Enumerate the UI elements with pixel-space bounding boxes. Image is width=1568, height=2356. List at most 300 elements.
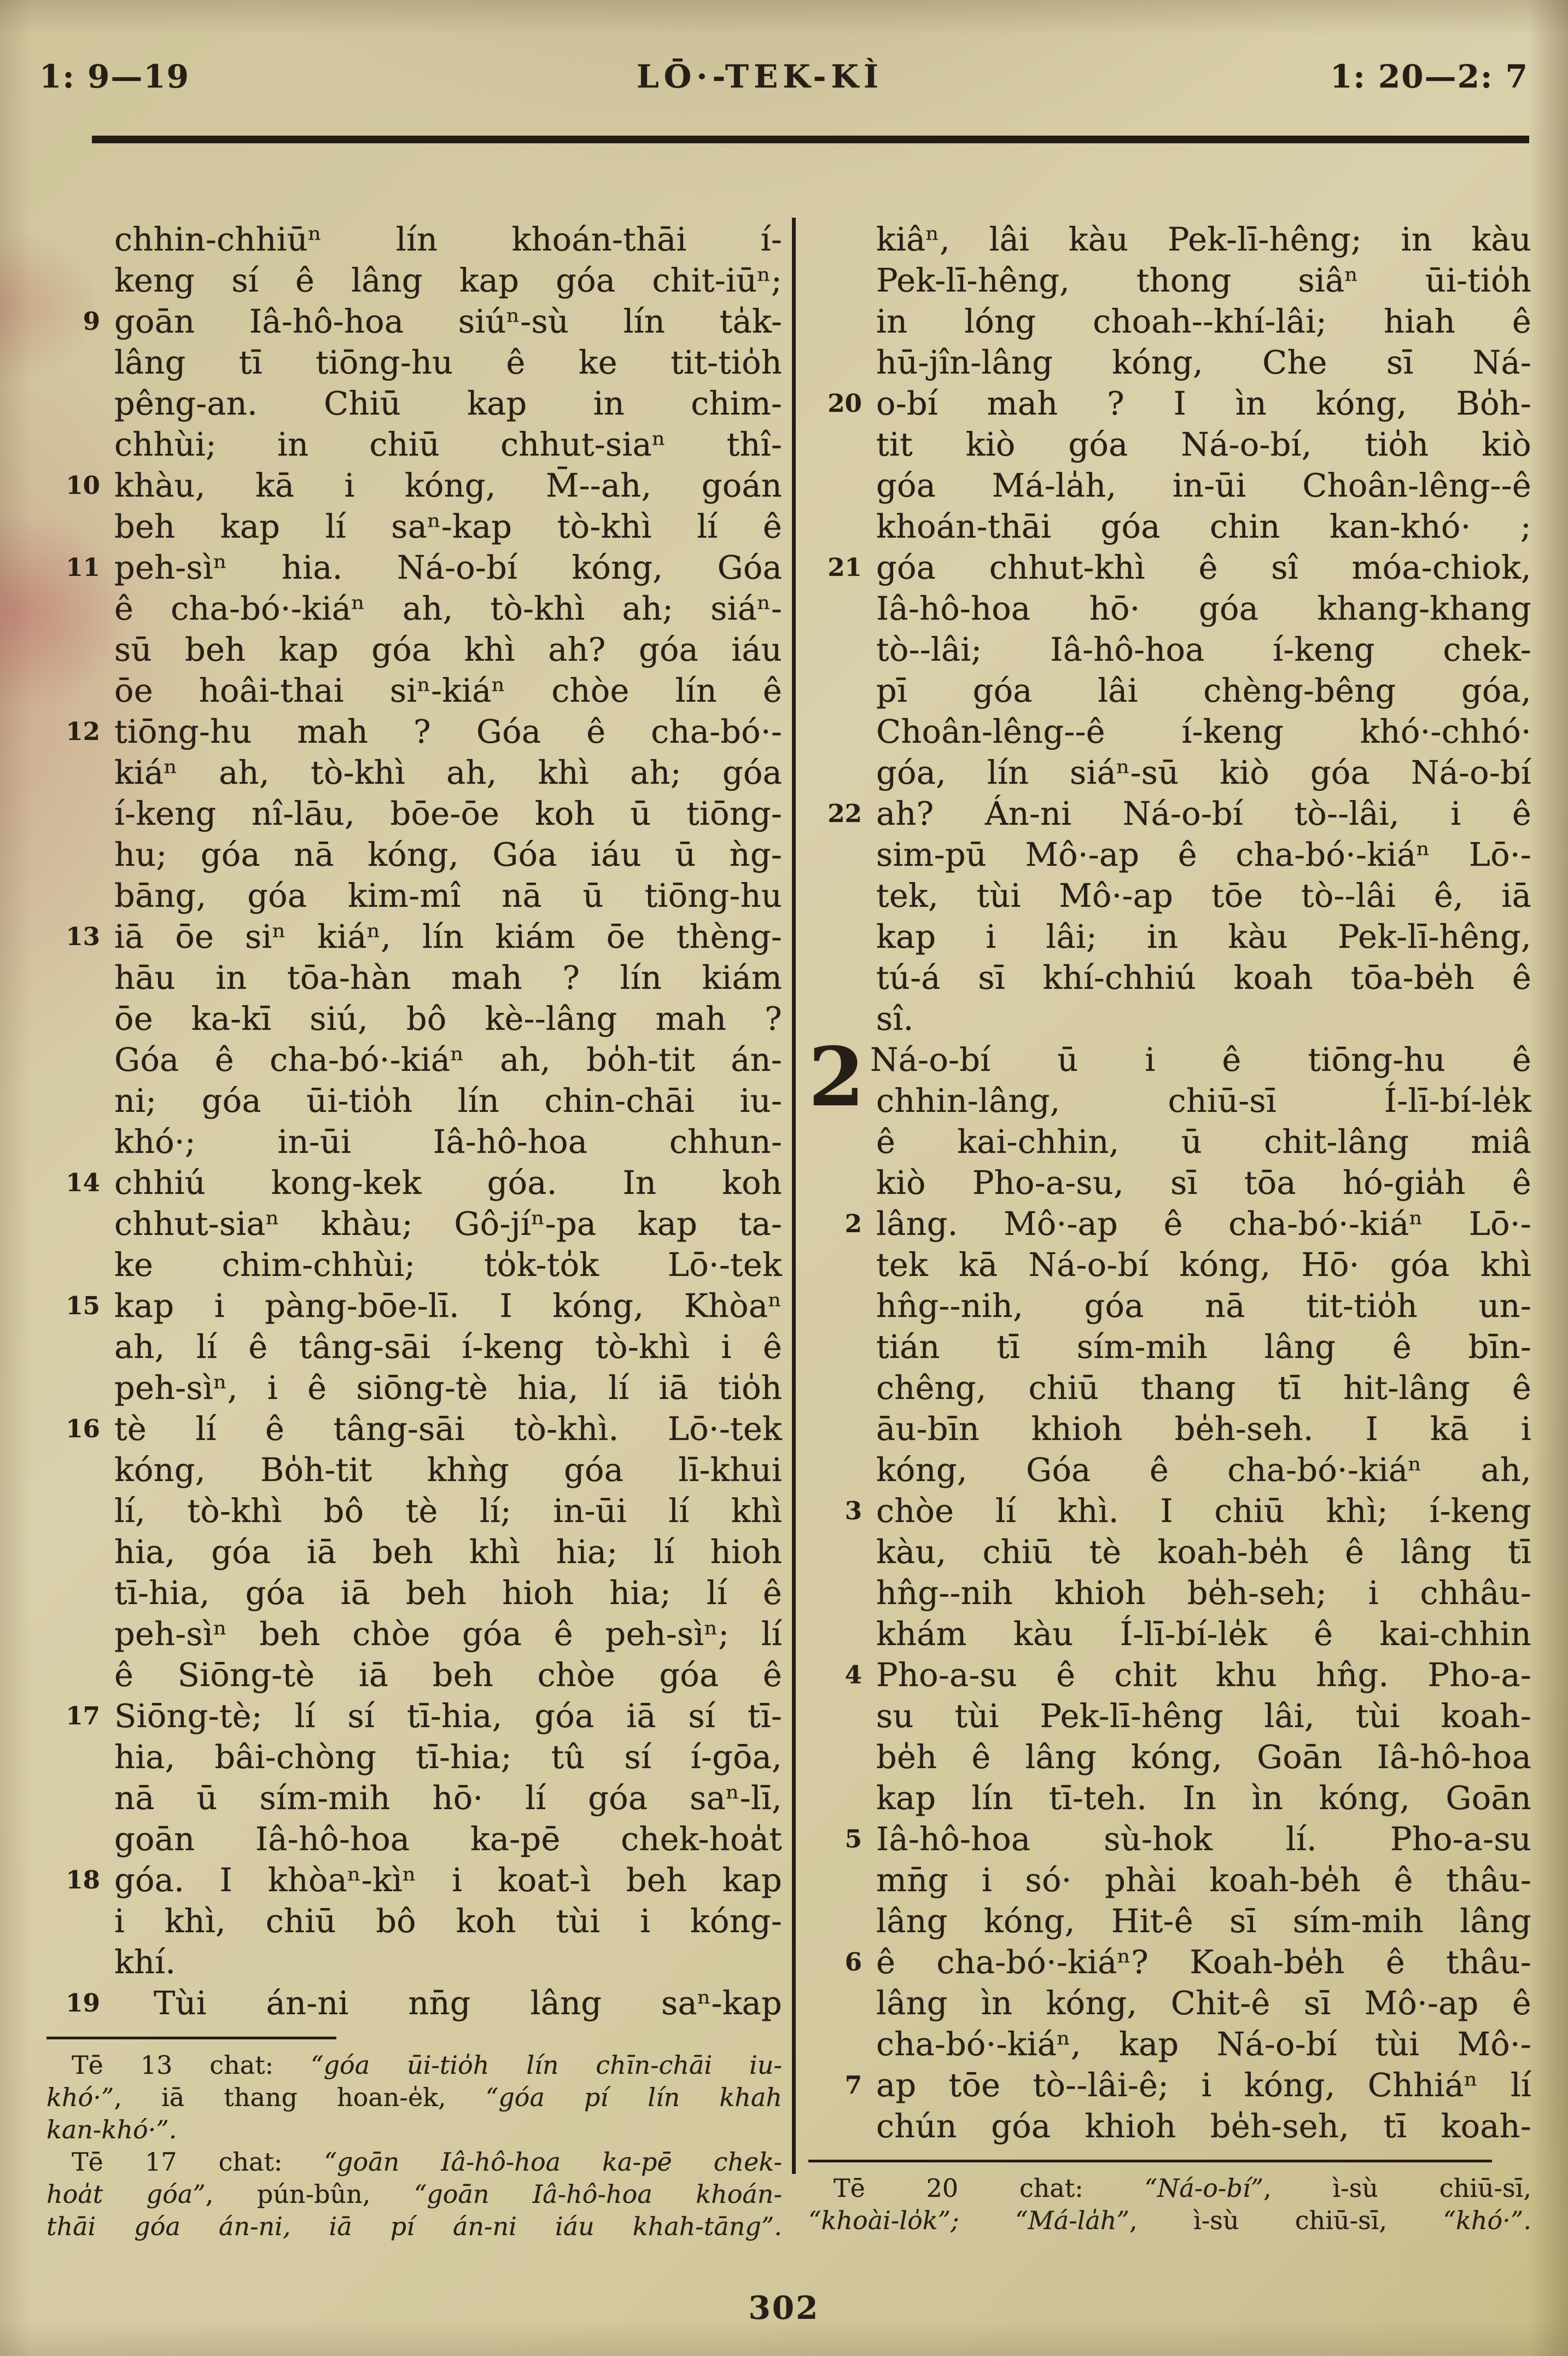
footnote-quoted-phrase: “goān Iâ-hô-hoa ka-pē chek-	[324, 2147, 782, 2177]
line-text: Pek-lī-hêng, thong siâⁿ ūi-tio̍h	[876, 261, 1531, 299]
line-text: ni; góa ūi-tio̍h lín chin-chāi iu-	[114, 1082, 782, 1119]
line-text: kiò Pho-a-su, sī tōa hó-gia̍h ê	[876, 1164, 1531, 1202]
text-line	[808, 1613, 1531, 1654]
text-line	[46, 1900, 782, 1941]
text-line	[808, 1285, 1531, 1326]
verse-number	[808, 2106, 876, 2147]
verse-number	[46, 1490, 114, 1531]
text-line	[46, 301, 782, 342]
line-text: ê Siōng-tè iā beh chòe góa ê	[114, 1656, 782, 1694]
line-text: keng sí ê lâng kap góa chit-iūⁿ;	[114, 261, 782, 299]
line-text: ōe hoâi-thai siⁿ-kiáⁿ chòe lín ê	[114, 672, 782, 709]
text-line	[808, 588, 1531, 629]
text-line	[808, 1162, 1531, 1203]
footnote-text: Tē 17 chat:	[72, 2147, 324, 2177]
footnote-line	[46, 2146, 782, 2178]
verse-number	[46, 588, 114, 629]
verse-number	[46, 506, 114, 547]
text-line	[808, 1326, 1531, 1367]
line-text: su tùi Pek-lī-hêng lâi, tùi koah-	[876, 1697, 1531, 1735]
verse-number	[46, 793, 114, 834]
line-text: lâng tī tiōng-hu ê ke tit-tio̍h	[114, 343, 782, 381]
footnote-line	[46, 2178, 782, 2211]
text-line	[46, 711, 782, 752]
line-text: ê cha-bó·-kiáⁿ? Koah-be̍h ê thâu-	[876, 1943, 1531, 1981]
right-column-lines	[808, 219, 1531, 2147]
verse-number	[46, 1613, 114, 1654]
text-line	[46, 875, 782, 916]
line-text: góa chhut-khì ê sî móa-chiok,	[876, 549, 1531, 586]
text-line	[46, 1818, 782, 1859]
verse-number	[808, 2023, 876, 2065]
verse-number	[808, 752, 876, 793]
line-text: tit kiò góa Ná-o-bí, tio̍h kiò	[876, 425, 1531, 463]
verse-number	[46, 834, 114, 875]
text-line	[46, 1941, 782, 1982]
verse-number	[46, 1121, 114, 1162]
text-line	[808, 752, 1531, 793]
text-line	[808, 301, 1531, 342]
line-text: peh-sìⁿ hia. Ná-o-bí kóng, Góa	[114, 549, 782, 586]
line-text: chêng, chiū thang tī hit-lâng ê	[876, 1369, 1531, 1407]
footnote-quoted-phrase: thāi góa án-ni, iā pí án-ni iáu khah-tāng”.	[46, 2212, 782, 2241]
text-line	[808, 711, 1531, 752]
verse-number	[46, 957, 114, 998]
line-text: goān Iâ-hô-hoa siúⁿ-sù lín ta̍k-	[114, 302, 782, 340]
footnote-separator	[46, 2037, 336, 2039]
verse-number	[46, 1736, 114, 1777]
line-text: khám kàu Í-lī-bí-le̍k ê kai-chhin	[876, 1615, 1531, 1653]
text-line	[46, 219, 782, 260]
text-line	[808, 465, 1531, 506]
text-line	[46, 1572, 782, 1613]
line-text: bāng, góa kim-mî nā ū tiōng-hu	[114, 877, 782, 914]
text-line	[808, 1367, 1531, 1408]
line-text: tè lí ê tâng-sāi tò-khì. Lō·-tek	[114, 1410, 782, 1448]
line-text: kàu, chiū tè koah-be̍h ê lâng tī	[876, 1533, 1531, 1571]
text-line	[808, 2023, 1531, 2065]
verse-number	[808, 916, 876, 957]
text-line	[46, 260, 782, 301]
verse-number	[808, 260, 876, 301]
verse-number	[46, 1531, 114, 1572]
line-text: hn̂g--nih, góa nā tit-tio̍h un-	[876, 1287, 1531, 1325]
text-line	[46, 670, 782, 711]
line-text: kóng, Bo̍h-tit khǹg góa lī-khui	[114, 1451, 782, 1489]
page-number: 302	[748, 2289, 820, 2326]
right-footnote-lines	[808, 2172, 1531, 2237]
text-line	[46, 1695, 782, 1736]
line-text: kiâⁿ, lâi kàu Pek-lī-hêng; in kàu	[876, 220, 1531, 258]
verse-number	[808, 1859, 876, 1900]
line-text: tī-hia, góa iā beh hioh hia; lí ê	[114, 1574, 782, 1612]
text-line	[808, 219, 1531, 260]
line-text: Tùi án-ni nn̄g lâng saⁿ-kap	[154, 1984, 782, 2022]
text-line	[46, 1285, 782, 1326]
text-line	[46, 1654, 782, 1695]
text-line	[808, 2106, 1531, 2147]
text-line	[46, 465, 782, 506]
verse-number	[46, 1449, 114, 1490]
line-text: lí, tò-khì bô tè lí; in-ūi lí khì	[114, 1492, 782, 1530]
verse-number	[808, 1162, 876, 1203]
footnote-text: Tē 20 chat:	[833, 2173, 1145, 2203]
line-text: góa, lín siáⁿ-sū kiò góa Ná-o-bí	[876, 754, 1531, 791]
verse-number	[808, 1695, 876, 1736]
text-line	[808, 383, 1531, 424]
text-line	[46, 1408, 782, 1449]
line-text: peh-sìⁿ beh chòe góa ê peh-sìⁿ; lí	[114, 1615, 782, 1653]
verse-number: 3	[844, 1496, 862, 1525]
text-line	[808, 342, 1531, 383]
verse-number	[46, 1080, 114, 1121]
verse-number	[808, 711, 876, 752]
footnote-line	[46, 2114, 782, 2146]
line-text: góa. I khòaⁿ-kìⁿ i koat-ì beh kap	[114, 1861, 782, 1899]
verse-number	[808, 1572, 876, 1613]
text-line	[808, 424, 1531, 465]
text-line	[46, 1982, 782, 2023]
verse-number	[46, 875, 114, 916]
text-line	[46, 1367, 782, 1408]
line-text: chhùi; in chiū chhut-siaⁿ thî-	[114, 425, 782, 463]
text-line	[46, 629, 782, 670]
text-line	[46, 547, 782, 588]
verse-number	[46, 1039, 114, 1080]
footnote-line	[46, 2211, 782, 2243]
footnote-line	[808, 2205, 1531, 2237]
verse-number: 6	[844, 1947, 862, 1976]
text-line	[808, 1408, 1531, 1449]
footnote-text: , pún-bûn,	[205, 2179, 414, 2209]
line-text: tián tī sím-mih lâng ê bīn-	[876, 1328, 1531, 1366]
line-text: kap i pàng-bōe-lī. I kóng, Khòaⁿ	[114, 1287, 782, 1325]
verse-number: 7	[844, 2071, 862, 2100]
text-line	[808, 1121, 1531, 1162]
footnote-text: Tē 13 chat:	[72, 2050, 311, 2080]
line-text: peh-sìⁿ, i ê siōng-tè hia, lí iā tio̍h	[114, 1369, 782, 1407]
verse-number	[46, 1818, 114, 1859]
text-line	[46, 1859, 782, 1900]
line-text: lâng ìn kóng, Chit-ê sī Mô·-ap ê	[876, 1984, 1531, 2022]
footnote-quoted-phrase: khó·”	[46, 2083, 114, 2112]
verse-number	[46, 998, 114, 1039]
verse-number: 14	[66, 1168, 100, 1197]
header-rule	[92, 136, 1529, 143]
text-line	[808, 1244, 1531, 1285]
verse-number	[46, 260, 114, 301]
verse-number	[808, 834, 876, 875]
text-line	[46, 1777, 782, 1818]
line-text: iā ōe siⁿ kiáⁿ, lín kiám ōe thèng-	[114, 918, 782, 955]
verse-number	[46, 752, 114, 793]
text-line	[808, 1531, 1531, 1572]
footnote-quoted-phrase: “khó·”.	[1443, 2206, 1532, 2235]
verse-number	[46, 424, 114, 465]
line-text: sū beh kap góa khì ah? góa iáu	[114, 631, 782, 668]
line-text: hu; góa nā kóng, Góa iáu ū ǹg-	[114, 836, 782, 873]
header-title: LŌ·-TEK-KÌ	[636, 58, 884, 95]
text-line	[808, 1818, 1531, 1859]
verse-number	[808, 1531, 876, 1572]
line-text: kóng, Góa ê cha-bó·-kiáⁿ ah,	[876, 1451, 1531, 1489]
line-text: Góa ê cha-bó·-kiáⁿ ah, bo̍h-tit án-	[114, 1041, 782, 1078]
verse-number: 15	[66, 1291, 100, 1320]
line-text: lâng kóng, Hit-ê sī sím-mih lâng	[876, 1902, 1531, 1940]
text-line	[46, 1080, 782, 1121]
verse-number	[808, 1285, 876, 1326]
verse-number	[808, 1982, 876, 2023]
verse-number: 12	[66, 717, 100, 746]
verse-number: 21	[827, 553, 862, 582]
text-line	[46, 424, 782, 465]
text-line	[46, 834, 782, 875]
line-text: tò--lâi; Iâ-hô-hoa í-keng chek-	[876, 631, 1531, 668]
footnote-text: , ì-sù chiū-sī,	[1129, 2206, 1443, 2235]
text-line	[808, 834, 1531, 875]
line-text: tú-á sī khí-chhiú koah tōa-be̍h ê	[876, 959, 1531, 996]
line-text: o-bí mah ? I ìn kóng, Bo̍h-	[876, 384, 1531, 422]
verse-number	[808, 1367, 876, 1408]
verse-number: 20	[827, 389, 862, 418]
verse-number	[46, 1326, 114, 1367]
text-line	[808, 2065, 1531, 2106]
line-text: in lóng choah--khí-lâi; hiah ê	[876, 302, 1531, 340]
footnote-quoted-phrase: “goān Iâ-hô-hoa khoán-	[413, 2179, 782, 2209]
verse-number: 5	[844, 1824, 862, 1853]
text-line	[46, 506, 782, 547]
text-line	[46, 383, 782, 424]
line-text: beh kap lí saⁿ-kap tò-khì lí ê	[114, 508, 782, 545]
text-line	[46, 1203, 782, 1244]
text-line	[808, 1900, 1531, 1941]
line-text: lâng. Mô·-ap ê cha-bó·-kiáⁿ Lō·-	[876, 1205, 1531, 1243]
line-text: i khì, chiū bô koh tùi i kóng-	[114, 1902, 782, 1940]
verse-number	[46, 1572, 114, 1613]
verse-number: 17	[66, 1701, 100, 1730]
line-text: khoán-thāi góa chin kan-khó· ;	[876, 508, 1531, 545]
text-line	[46, 1039, 782, 1080]
verse-number	[808, 1121, 876, 1162]
verse-number	[46, 1244, 114, 1285]
verse-number: 22	[827, 799, 862, 828]
line-text: ah, lí ê tâng-sāi í-keng tò-khì i ê	[114, 1328, 782, 1366]
text-line	[46, 793, 782, 834]
line-text: chún góa khioh be̍h-seh, tī koah-	[876, 2107, 1531, 2145]
line-text: sî.	[876, 1000, 914, 1037]
line-text: goān Iâ-hô-hoa ka-pē chek-hoa̍t	[114, 1820, 782, 1858]
line-text: khí.	[114, 1943, 176, 1981]
verse-number	[46, 1654, 114, 1695]
text-line	[46, 1531, 782, 1572]
text-line	[808, 629, 1531, 670]
text-line	[808, 1859, 1531, 1900]
footnote-quoted-phrase: “khoài-lo̍k”; “Má-la̍h”	[808, 2206, 1129, 2235]
line-text: khàu, kā i kóng, M̄--ah, goán	[114, 466, 782, 504]
verse-number: 10	[66, 471, 100, 500]
line-text: tek kā Ná-o-bí kóng, Hō· góa khì	[876, 1246, 1531, 1284]
verse-number	[46, 1777, 114, 1818]
verse-number	[808, 1244, 876, 1285]
text-line	[808, 957, 1531, 998]
line-text: kap i lâi; in kàu Pek-lī-hêng,	[876, 918, 1531, 955]
footnote-quoted-phrase: kan-khó·”.	[46, 2115, 177, 2144]
left-column	[46, 219, 782, 2243]
right-column	[808, 219, 1531, 2237]
verse-number	[808, 219, 876, 260]
line-text: be̍h ê lâng kóng, Goān Iâ-hô-hoa	[876, 1738, 1531, 1776]
line-text: góa Má-la̍h, in-ūi Choân-lêng--ê	[876, 466, 1531, 504]
line-text: cha-bó·-kiáⁿ, kap Ná-o-bí tùi Mô·-	[876, 2025, 1531, 2063]
line-text: Choân-lêng--ê í-keng khó·-chhó·	[876, 713, 1531, 750]
verse-number: 2	[844, 1209, 862, 1238]
line-text: tek, tùi Mô·-ap tōe tò--lâi ê, iā	[876, 877, 1531, 914]
verse-number	[808, 1613, 876, 1654]
verse-number	[808, 629, 876, 670]
text-line	[808, 1941, 1531, 1982]
verse-number	[808, 1900, 876, 1941]
line-text: kiáⁿ ah, tò-khì ah, khì ah; góa	[114, 754, 782, 791]
text-line	[46, 1121, 782, 1162]
text-line	[808, 793, 1531, 834]
text-line	[808, 670, 1531, 711]
text-line	[808, 1203, 1531, 1244]
verse-number	[808, 588, 876, 629]
verse-number	[808, 1408, 876, 1449]
line-text: khó·; in-ūi Iâ-hô-hoa chhun-	[114, 1123, 782, 1160]
line-text: Iâ-hô-hoa hō· góa khang-khang	[876, 590, 1531, 627]
text-line	[808, 506, 1531, 547]
text-line	[808, 547, 1531, 588]
line-text: chhiú kong-kek góa. In koh	[114, 1164, 782, 1202]
text-line	[808, 1654, 1531, 1695]
text-line	[46, 342, 782, 383]
line-text: pêng-an. Chiū kap in chim-	[114, 384, 782, 422]
chapter-number: 2	[808, 1029, 865, 1124]
footnote-quoted-phrase: “góa pí lín khah	[485, 2083, 782, 2112]
text-line	[46, 916, 782, 957]
line-text: chhin-lâng, chiū-sī Í-lī-bí-le̍k	[876, 1082, 1531, 1119]
verse-number	[46, 342, 114, 383]
line-text: Pho-a-su ê chit khu hn̂g. Pho-a-	[876, 1656, 1531, 1694]
line-text: chòe lí khì. I chiū khì; í-keng	[876, 1492, 1531, 1530]
line-text: ê cha-bó·-kiáⁿ ah, tò-khì ah; siáⁿ-	[114, 590, 782, 627]
verse-number: 19	[66, 1988, 100, 2017]
line-text: ah? Án-ni Ná-o-bí tò--lâi, i ê	[876, 795, 1531, 832]
text-line	[808, 1490, 1531, 1531]
line-text: hāu in tōa-hàn mah ? lín kiám	[114, 959, 782, 996]
verse-number	[808, 1080, 876, 1121]
verse-number: 16	[66, 1414, 100, 1443]
line-text: chhut-siaⁿ khàu; Gô-jíⁿ-pa kap ta-	[114, 1205, 782, 1243]
line-text: nā ū sím-mih hō· lí góa saⁿ-lī,	[114, 1779, 782, 1817]
line-text: hia, góa iā beh khì hia; lí hioh	[114, 1533, 782, 1571]
text-line	[46, 1326, 782, 1367]
verse-number	[46, 1941, 114, 1982]
verse-number	[46, 670, 114, 711]
footnote-separator	[808, 2160, 1492, 2162]
verse-number	[808, 424, 876, 465]
verse-number	[808, 465, 876, 506]
text-line	[46, 1244, 782, 1285]
text-line	[46, 1490, 782, 1531]
verse-number: 9	[83, 307, 100, 336]
line-text: āu-bīn khioh be̍h-seh. I kā i	[876, 1410, 1531, 1448]
text-line	[808, 1777, 1531, 1818]
verse-number	[808, 875, 876, 916]
text-line	[808, 998, 1531, 1039]
text-line	[46, 998, 782, 1039]
column-divider	[792, 218, 796, 2174]
text-line	[46, 588, 782, 629]
text-line	[808, 1449, 1531, 1490]
text-line	[46, 1449, 782, 1490]
footnote-line	[808, 2172, 1531, 2205]
footnote-quoted-phrase: “Ná-o-bí”	[1144, 2173, 1264, 2203]
verse-number	[46, 1367, 114, 1408]
text-line	[46, 1736, 782, 1777]
line-text: ê kai-chhin, ū chit-lâng miâ	[876, 1123, 1531, 1160]
text-line	[46, 1613, 782, 1654]
verse-number	[46, 1900, 114, 1941]
line-text: ap tōe tò--lâi-ê; i kóng, Chhiáⁿ lí	[876, 2066, 1531, 2104]
text-line	[808, 1695, 1531, 1736]
verse-number	[808, 1777, 876, 1818]
line-text: tiōng-hu mah ? Góa ê cha-bó·-	[114, 713, 782, 750]
line-text: chhin-chhiūⁿ lín khoán-thāi í-	[114, 220, 782, 258]
header-left-range: 1: 9—19	[39, 58, 190, 95]
footnote-quoted-phrase: “góa ūi-tio̍h lín chīn-chāi iu-	[311, 2050, 782, 2080]
line-text: hn̂g--nih khioh be̍h-seh; i chhâu-	[876, 1574, 1531, 1612]
text-line	[46, 1162, 782, 1203]
footnote-text: , iā thang hoan-e̍k,	[114, 2083, 486, 2112]
line-text: hū-jîn-lâng kóng, Che sī Ná-	[876, 343, 1531, 381]
verse-number: 18	[66, 1865, 100, 1894]
line-text: pī góa lâi chèng-bêng góa,	[876, 672, 1531, 709]
text-line	[808, 1080, 1531, 1121]
left-footnotes	[46, 2037, 782, 2243]
verse-number	[808, 1736, 876, 1777]
verse-number	[46, 219, 114, 260]
footnote-line	[46, 2049, 782, 2081]
footnote-quoted-phrase: hoa̍t góa”	[46, 2179, 206, 2209]
page-header	[39, 58, 1529, 95]
left-column-lines	[46, 219, 782, 2023]
verse-number	[808, 506, 876, 547]
text-line	[46, 752, 782, 793]
text-line	[808, 1982, 1531, 2023]
line-text: ōe ka-kī siú, bô kè--lâng mah ?	[114, 1000, 782, 1037]
verse-number	[808, 957, 876, 998]
line-text: Siōng-tè; lí sí tī-hia, góa iā sí tī-	[114, 1697, 782, 1735]
verse-number	[46, 629, 114, 670]
line-text: í-keng nî-lāu, bōe-ōe koh ū tiōng-	[114, 795, 782, 832]
right-footnotes	[808, 2160, 1531, 2237]
text-line	[46, 957, 782, 998]
line-text: mn̄g i só· phài koah-be̍h ê thâu-	[876, 1861, 1531, 1899]
text-line	[808, 260, 1531, 301]
verse-number: 13	[66, 922, 100, 951]
text-line	[808, 875, 1531, 916]
line-text: kap lín tī-teh. In ìn kóng, Goān	[876, 1779, 1531, 1817]
line-text: sim-pū Mô·-ap ê cha-bó·-kiáⁿ Lō·-	[876, 836, 1531, 873]
text-line	[808, 1736, 1531, 1777]
verse-number	[46, 383, 114, 424]
header-right-range: 1: 20—2: 7	[1330, 58, 1529, 95]
footnote-text: , ì-sù chiū-sī,	[1263, 2173, 1531, 2203]
text-line	[808, 916, 1531, 957]
line-text: Iâ-hô-hoa sù-hok lí. Pho-a-su	[876, 1820, 1531, 1858]
